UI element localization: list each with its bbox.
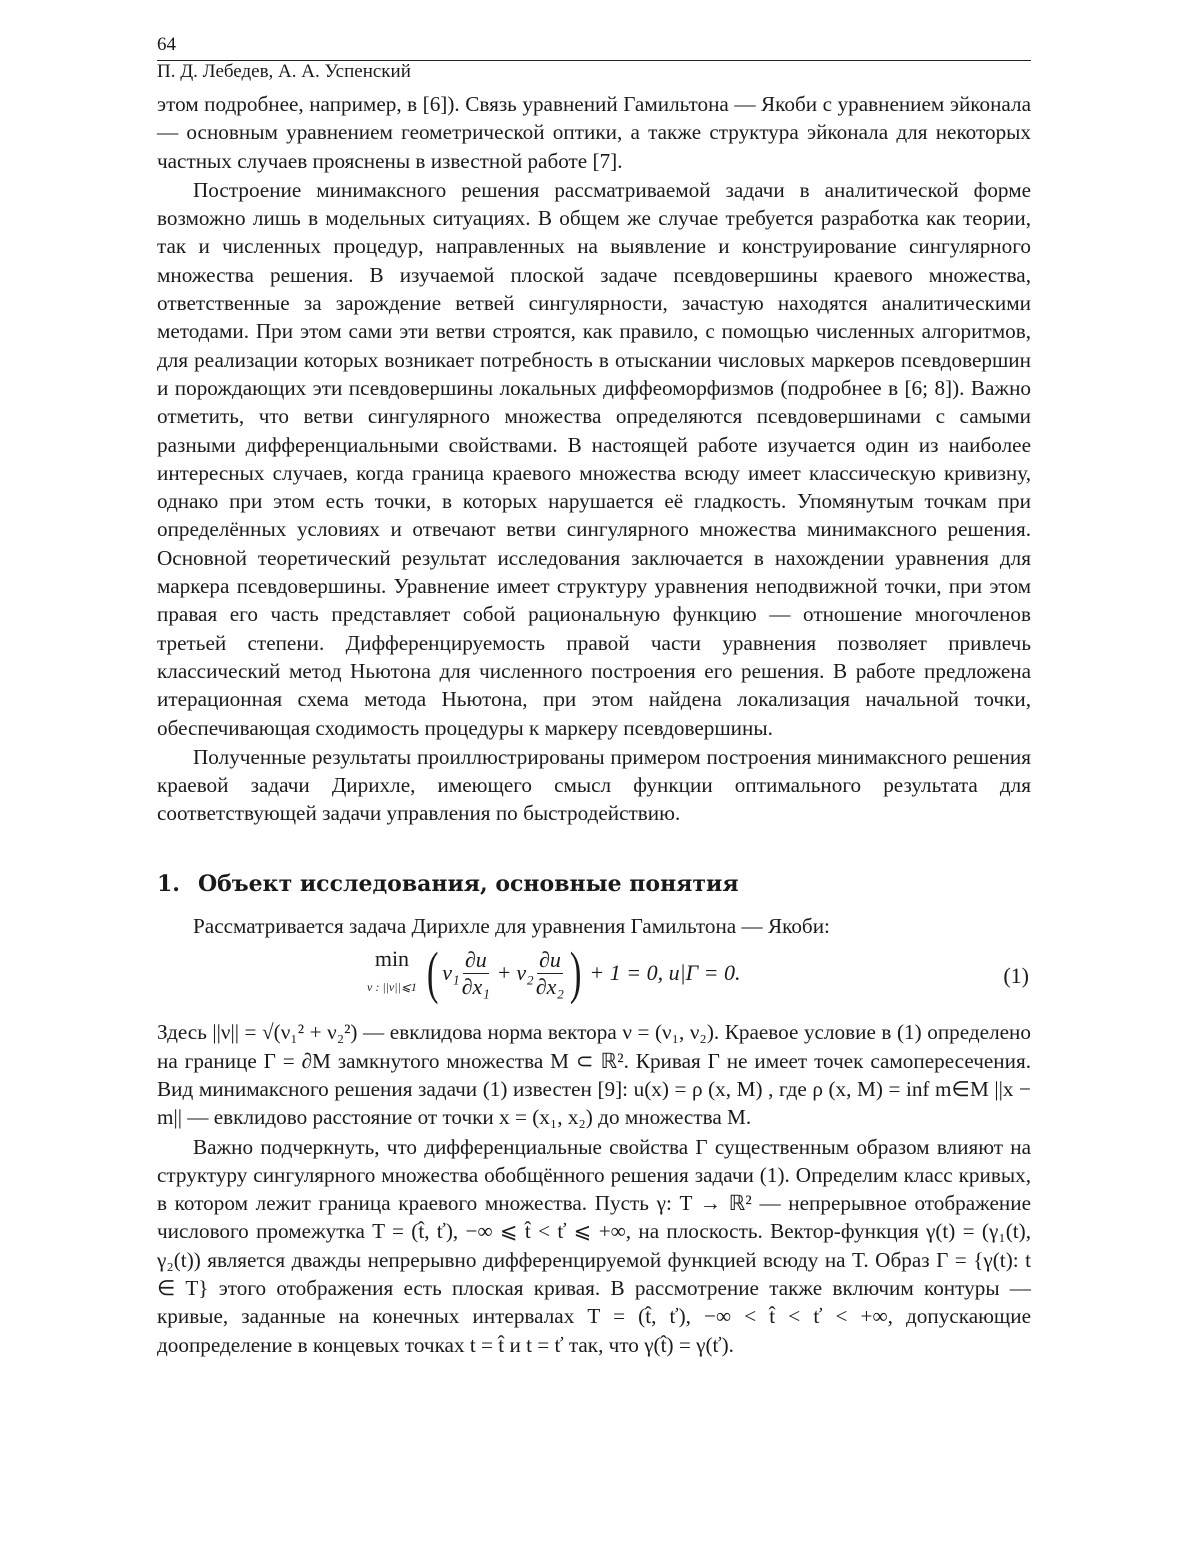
page (157, 34, 1031, 1359)
header-authors-wrap (157, 61, 1031, 87)
equation-1 (157, 940, 1031, 1018)
fraction-du-dx2: $\frac{\partial u}{\text{∂x₂}}$ (535, 946, 565, 999)
paragraph-intro-1: этом подробнее, например, в [6]). Связь уравнений Гамильтона — Якоби с уравнением эйконала — основным уравнением геометрической оптики, а также структура эйконала для некоторых частных случаев прояснены в известной работе [7]. (157, 92, 1031, 173)
min-subscript: ν : ||ν||⩽1 (367, 980, 417, 995)
section-heading (157, 870, 1031, 898)
paragraph-intro-3: Полученные результаты проиллюстрированы примером построения минимаксного решения краевой задачи Дирихле, имеющего смысл функции оптимального результата для соответствующей задачи управления по быстродействию. (157, 744, 1031, 826)
nu1: ν₁ (442, 960, 460, 986)
section-number: 1. (157, 870, 180, 897)
header-bar (157, 34, 1031, 61)
equation-number: (1) (1003, 963, 1029, 989)
equation-1-expression: min ν : ||ν||⩽1 ( ν₁ $\frac{\partial u}{\text{∂x₁}}$ + ν₂ $\frac{\partial u}{\text{∂x₂}}$ ) + 1 = 0, u|Γ = 0. (367, 940, 741, 1006)
body-text (157, 90, 1031, 1359)
min-operator: min ν : ||ν||⩽1 (367, 945, 417, 1002)
paragraph-after-1: Здесь ||ν|| = √(ν₁² + ν₂²) — евклидова норма вектора ν = (ν₁, ν₂). Краевое условие в (1) определено на границе Γ = ∂M замкнутого множества M ⊂ ℝ². Кривая Γ не имеет точек самопересечения. Вид минимаксного решения задачи (1) известен [9]: u(x) = ρ (x, M) , где ρ (x, M) = inf m∈M ||x − m|| — евклидово расстояние от точки x = (x₁, x₂) до множества M. (157, 1020, 1031, 1130)
paragraph-after-2: Важно подчеркнуть, что дифференциальные свойства Γ существенным образом влияют на структуру сингулярного множества обобщённого решения задачи (1). Определим класс кривых, в котором лежит граница краевого множества. Пусть γ: T → ℝ² — непрерывное отображение числового промежутка T = (t̂, ť), −∞ ⩽ t̂ < ť ⩽ +∞, на плоскость. Вектор-функция γ(t) = (γ₁(t), γ₂(t)) является дважды непрерывно дифференцируемой функцией всюду на T. Образ Γ = {γ(t): t ∈ T} этого отображения есть плоская кривая. В рассмотрение также включим контуры — кривые, заданные на конечных интервалах T = (t̂, ť), −∞ < t̂ < ť < +∞, допускающие доопределение в концевых точках t = t̂ и t = ť так, что γ(t̂) = γ(ť). (157, 1134, 1031, 1357)
section-intro: Рассматривается задача Дирихле для уравнения Гамильтона — Якоби: (193, 914, 830, 939)
header-authors: П. Д. Лебедев, А. А. Успенский (157, 61, 411, 82)
page-number: 64 (157, 34, 176, 55)
running-header (157, 34, 1031, 82)
equation-rest: + 1 = 0, u|Γ = 0. (589, 960, 741, 986)
section-title: Объект исследования, основные понятия (197, 870, 739, 897)
nu2: ν₂ (516, 960, 534, 986)
paragraph-intro-2: Построение минимаксного решения рассматриваемой задачи в аналитической форме возможно лишь в модельных ситуациях. В общем же случае требуется разработка как теории, так и численных процедур, направленных на выявление и конструирование сингулярного множества решения. В изучаемой плоской задаче псевдовершины краевого множества, ответственные за зарождение ветвей сингулярности, зачастую находятся аналитическими методами. При этом сами эти ветви строятся, как правило, с помощью численных алгоритмов, для реализации которых возникает потребность в отыскании числовых маркеров псевдовершин и порождающих эти псевдовершины локальных диффеоморфизмов (подробнее в [6; 8]). Важно отметить, что ветви сингулярного множества определяются псевдовершинами с самыми разными дифференциальными свойствами. В настоящей работе изучается один из наиболее интересных случаев, когда граница краевого множества всюду имеет классическую кривизну, однако при этом есть точки, в которых нарушается её гладкость. Упомянутым точкам при определённых условиях и отвечают ветви сингулярного множества минимаксного решения. Основной теоретический результат исследования заключается в нахождении уравнения для маркера псевдовершины. Уравнение имеет структуру уравнения неподвижной точки, при этом правая его часть представляет собой рациональную функцию — отношение многочленов третьей степени. Дифференцируемость правой части уравнения позволяет привлечь классический метод Ньютона для численного построения его решения. В работе предложена итерационная схема метода Ньютона, при этом найдена локализация начальной точки, обеспечивающая сходимость процедуры к маркеру псевдовершины. (157, 177, 1031, 740)
fraction-du-dx1: $\frac{\partial u}{\text{∂x₁}}$ (461, 946, 490, 999)
